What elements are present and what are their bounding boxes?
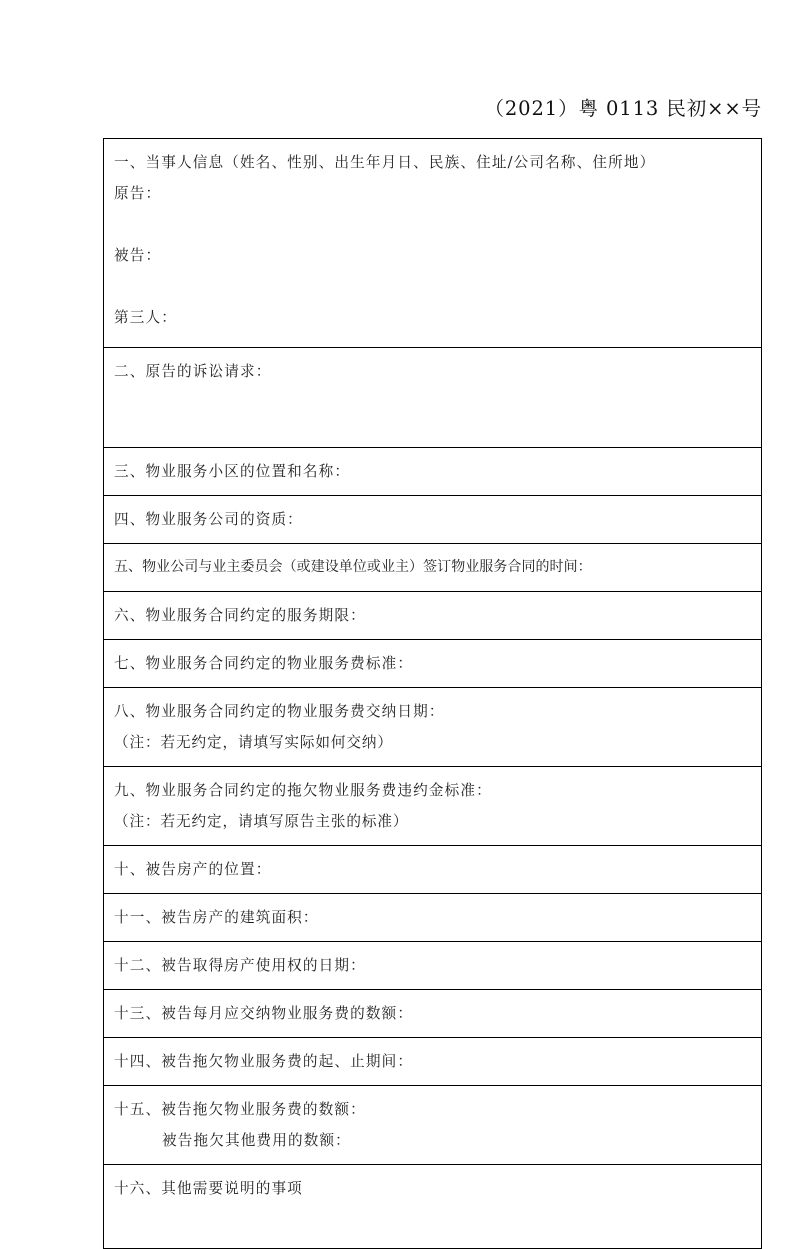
table-cell-defendant-usage-right-date[interactable] xyxy=(104,942,762,990)
table-cell-party-information[interactable] xyxy=(104,139,762,348)
table-cell-contract-penalty-standard[interactable] xyxy=(104,767,762,846)
row-line-blank xyxy=(114,271,761,302)
cell-spacer xyxy=(114,1226,761,1240)
cell-spacer xyxy=(114,1204,761,1226)
table-row xyxy=(104,990,762,1038)
table-row xyxy=(104,640,762,688)
row-line: 三、物业服务小区的位置和名称： xyxy=(114,463,351,480)
table-row xyxy=(104,448,762,496)
row-line: 十二、被告取得房产使用权的日期： xyxy=(114,957,366,974)
table-row xyxy=(104,1086,762,1165)
row-line: 九、物业服务合同约定的拖欠物业服务费违约金标准： xyxy=(114,782,492,799)
cell-spacer xyxy=(114,333,761,339)
row-line-secondary: 被告拖欠其他费用的数额： xyxy=(162,1132,351,1149)
row-line-note: （注：若无约定，请填写实际如何交纳） xyxy=(114,734,393,751)
cell-spacer xyxy=(114,417,761,439)
row-line: 十四、被告拖欠物业服务费的起、止期间： xyxy=(114,1053,414,1070)
row-line: 四、物业服务公司的资质： xyxy=(114,511,303,528)
table-row xyxy=(104,1165,762,1249)
table-cell-contract-fee-standard[interactable] xyxy=(104,640,762,688)
table-cell-defendant-property-location[interactable] xyxy=(104,846,762,894)
table-cell-contract-service-term[interactable] xyxy=(104,592,762,640)
row-line: 二、原告的诉讼请求： xyxy=(114,363,272,380)
table-cell-plaintiff-claims[interactable] xyxy=(104,348,762,448)
row-line: 十六、其他需要说明的事项 xyxy=(114,1180,303,1197)
row-line: 七、物业服务合同约定的物业服务费标准： xyxy=(114,655,414,672)
table-row xyxy=(104,139,762,348)
row-line: 十五、被告拖欠物业服务费的数额： xyxy=(114,1101,366,1118)
row-line: 第三人： xyxy=(114,309,177,326)
row-line: 十三、被告每月应交纳物业服务费的数额： xyxy=(114,1005,414,1022)
table-row xyxy=(104,348,762,448)
table-row xyxy=(104,846,762,894)
row-line-note: （注：若无约定，请填写原告主张的标准） xyxy=(114,813,409,830)
table-row xyxy=(104,688,762,767)
table-cell-property-location-and-name[interactable] xyxy=(104,448,762,496)
table-cell-defendant-arrears-period[interactable] xyxy=(104,1038,762,1086)
table-row xyxy=(104,767,762,846)
table-row xyxy=(104,894,762,942)
row-line: 十、被告房产的位置： xyxy=(114,861,272,878)
row-line: 被告： xyxy=(114,247,162,264)
table-cell-defendant-monthly-fee[interactable] xyxy=(104,990,762,1038)
row-line: 八、物业服务合同约定的物业服务费交纳日期： xyxy=(114,703,445,720)
table-cell-contract-signing-time[interactable] xyxy=(104,544,762,592)
table-row xyxy=(104,942,762,990)
table-row xyxy=(104,496,762,544)
table-row xyxy=(104,1038,762,1086)
row-line: 六、物业服务合同约定的服务期限： xyxy=(114,607,366,624)
case-number-title: （2021）粤 0113 民初××号 xyxy=(484,97,762,120)
cell-spacer xyxy=(114,387,761,417)
table-cell-defendant-property-area[interactable] xyxy=(104,894,762,942)
table-row xyxy=(104,544,762,592)
table-cell-defendant-arrears-amount[interactable] xyxy=(104,1086,762,1165)
table-cell-property-company-qualification[interactable] xyxy=(104,496,762,544)
case-information-table xyxy=(103,138,762,1249)
row-line: 一、当事人信息（姓名、性别、出生年月日、民族、住址/公司名称、住所地） xyxy=(114,154,656,171)
row-line-blank xyxy=(114,209,761,240)
table-cell-other-matters[interactable] xyxy=(104,1165,762,1249)
row-line: 五、物业公司与业主委员会（或建设单位或业主）签订物业服务合同的时间： xyxy=(114,559,592,575)
row-line: 十一、被告房产的建筑面积： xyxy=(114,909,319,926)
table-cell-contract-payment-date[interactable] xyxy=(104,688,762,767)
row-line: 原告： xyxy=(114,185,162,202)
table-row xyxy=(104,592,762,640)
